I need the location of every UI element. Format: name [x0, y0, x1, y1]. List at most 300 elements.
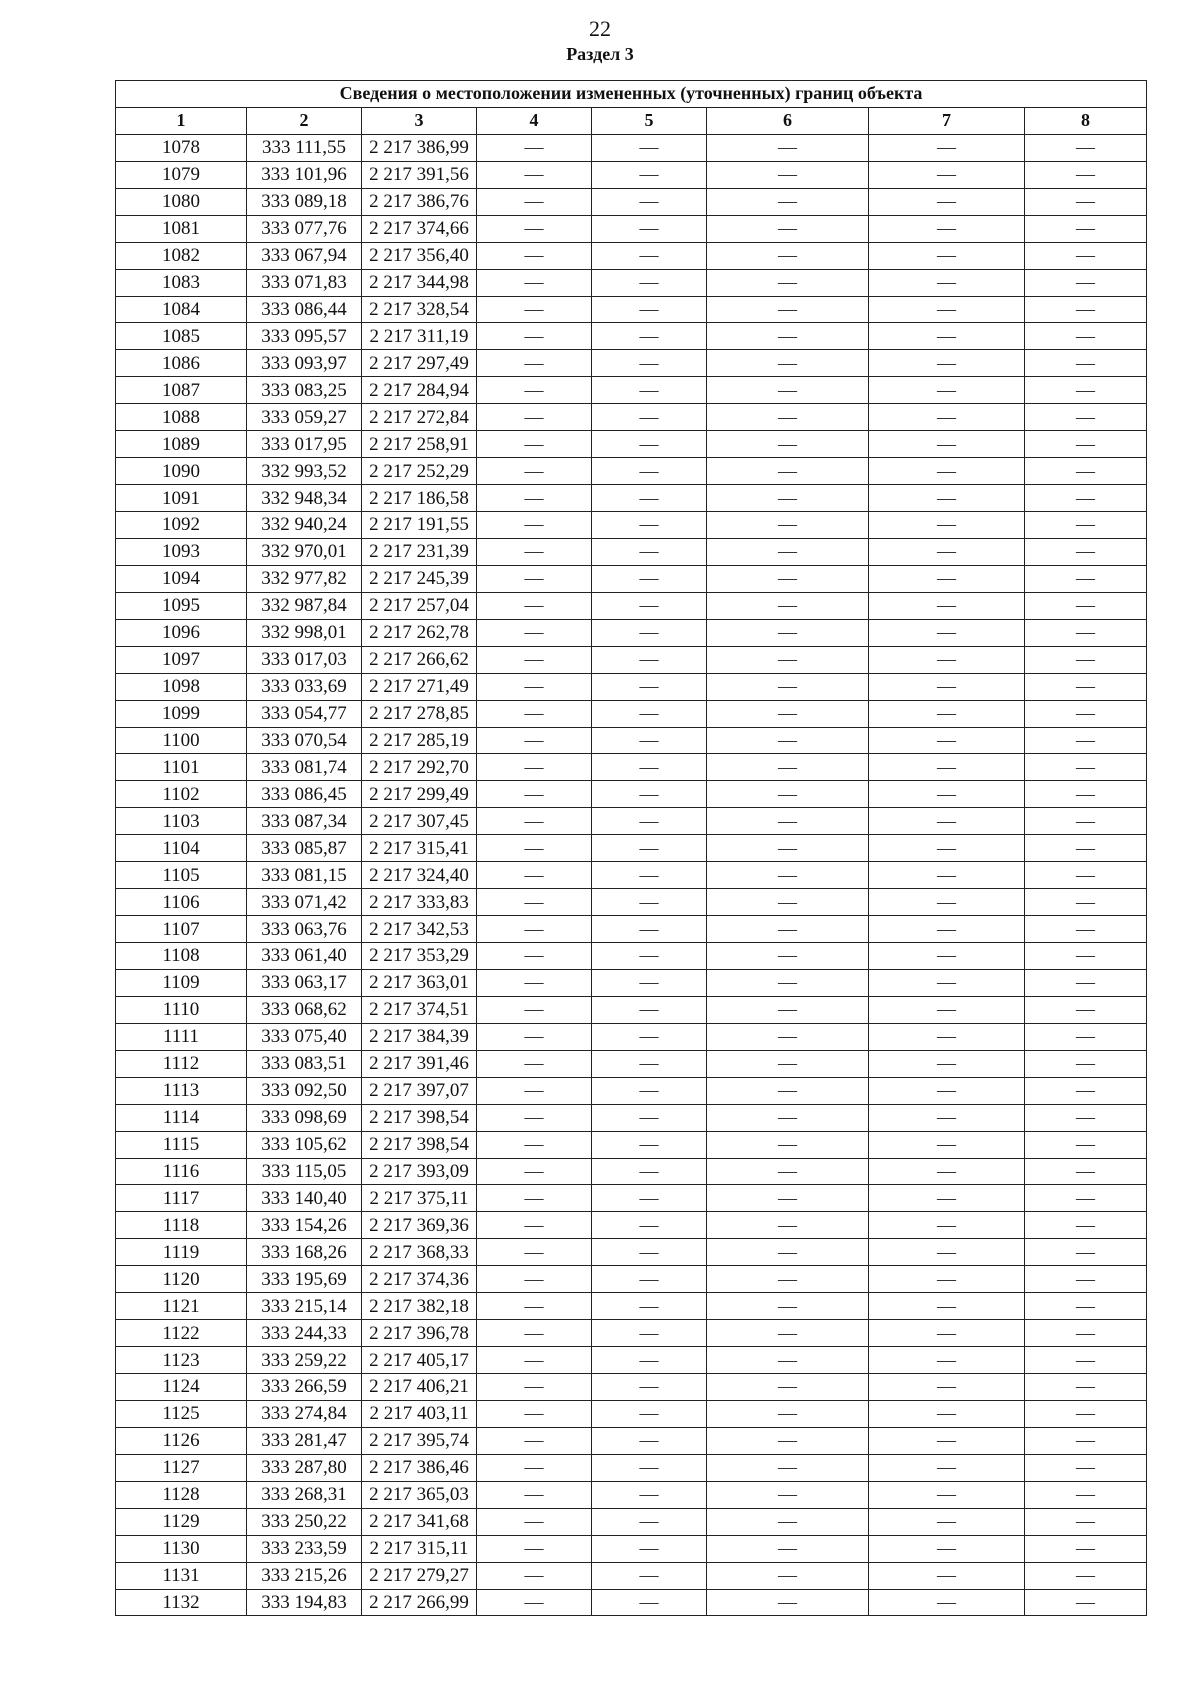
empty-value-cell: — — [869, 646, 1025, 673]
empty-value-cell: — — [869, 1050, 1025, 1077]
empty-value-cell: — — [707, 1104, 869, 1131]
point-number-cell: 1087 — [116, 377, 247, 404]
y-coordinate-cell: 2 217 395,74 — [362, 1427, 477, 1454]
empty-value-cell: — — [869, 1239, 1025, 1266]
table-row — [116, 727, 1147, 754]
empty-value-cell: — — [707, 188, 869, 215]
empty-value-cell: — — [707, 646, 869, 673]
x-coordinate-cell: 333 194,83 — [247, 1589, 362, 1616]
empty-value-cell: — — [592, 835, 707, 862]
empty-value-cell: — — [869, 1293, 1025, 1320]
empty-value-cell: — — [1025, 1293, 1147, 1320]
point-number-cell: 1102 — [116, 781, 247, 808]
empty-value-cell: — — [477, 1212, 592, 1239]
empty-value-cell: — — [477, 1347, 592, 1374]
empty-value-cell: — — [592, 1535, 707, 1562]
empty-value-cell: — — [869, 592, 1025, 619]
empty-value-cell: — — [477, 323, 592, 350]
empty-value-cell: — — [477, 700, 592, 727]
y-coordinate-cell: 2 217 405,17 — [362, 1347, 477, 1374]
empty-value-cell: — — [707, 269, 869, 296]
x-coordinate-cell: 333 215,14 — [247, 1293, 362, 1320]
empty-value-cell: — — [592, 1266, 707, 1293]
table-row — [116, 808, 1147, 835]
empty-value-cell: — — [477, 835, 592, 862]
x-coordinate-cell: 333 098,69 — [247, 1104, 362, 1131]
empty-value-cell: — — [707, 835, 869, 862]
y-coordinate-cell: 2 217 374,51 — [362, 996, 477, 1023]
empty-value-cell: — — [477, 862, 592, 889]
empty-value-cell: — — [869, 996, 1025, 1023]
table-row — [116, 404, 1147, 431]
table-row — [116, 1023, 1147, 1050]
table-row — [116, 1077, 1147, 1104]
empty-value-cell: — — [869, 1481, 1025, 1508]
table-row — [116, 512, 1147, 539]
table-row — [116, 943, 1147, 970]
empty-value-cell: — — [1025, 1400, 1147, 1427]
y-coordinate-cell: 2 217 398,54 — [362, 1131, 477, 1158]
empty-value-cell: — — [592, 1104, 707, 1131]
x-coordinate-cell: 333 140,40 — [247, 1185, 362, 1212]
y-coordinate-cell: 2 217 315,41 — [362, 835, 477, 862]
empty-value-cell: — — [1025, 754, 1147, 781]
column-header: 6 — [707, 107, 869, 134]
empty-value-cell: — — [1025, 1266, 1147, 1293]
empty-value-cell: — — [707, 754, 869, 781]
empty-value-cell: — — [1025, 835, 1147, 862]
empty-value-cell: — — [707, 969, 869, 996]
y-coordinate-cell: 2 217 391,56 — [362, 161, 477, 188]
point-number-cell: 1120 — [116, 1266, 247, 1293]
y-coordinate-cell: 2 217 307,45 — [362, 808, 477, 835]
table-row — [116, 1481, 1147, 1508]
table-row — [116, 1374, 1147, 1401]
empty-value-cell: — — [477, 916, 592, 943]
y-coordinate-cell: 2 217 231,39 — [362, 538, 477, 565]
empty-value-cell: — — [592, 323, 707, 350]
point-number-cell: 1099 — [116, 700, 247, 727]
empty-value-cell: — — [1025, 700, 1147, 727]
y-coordinate-cell: 2 217 285,19 — [362, 727, 477, 754]
empty-value-cell: — — [1025, 1104, 1147, 1131]
empty-value-cell: — — [592, 404, 707, 431]
table-row — [116, 350, 1147, 377]
empty-value-cell: — — [869, 377, 1025, 404]
table-row — [116, 1050, 1147, 1077]
empty-value-cell: — — [1025, 1454, 1147, 1481]
y-coordinate-cell: 2 217 363,01 — [362, 969, 477, 996]
empty-value-cell: — — [707, 1481, 869, 1508]
empty-value-cell: — — [1025, 1320, 1147, 1347]
empty-value-cell: — — [869, 835, 1025, 862]
empty-value-cell: — — [1025, 996, 1147, 1023]
x-coordinate-cell: 333 075,40 — [247, 1023, 362, 1050]
empty-value-cell: — — [869, 512, 1025, 539]
empty-value-cell: — — [477, 215, 592, 242]
x-coordinate-cell: 333 233,59 — [247, 1535, 362, 1562]
empty-value-cell: — — [477, 1158, 592, 1185]
empty-value-cell: — — [1025, 646, 1147, 673]
table-row — [116, 862, 1147, 889]
table-row — [116, 1239, 1147, 1266]
point-number-cell: 1117 — [116, 1185, 247, 1212]
empty-value-cell: — — [477, 754, 592, 781]
empty-value-cell: — — [707, 323, 869, 350]
empty-value-cell: — — [1025, 1535, 1147, 1562]
empty-value-cell: — — [1025, 404, 1147, 431]
empty-value-cell: — — [592, 1562, 707, 1589]
empty-value-cell: — — [869, 1347, 1025, 1374]
empty-value-cell: — — [1025, 1077, 1147, 1104]
empty-value-cell: — — [477, 1077, 592, 1104]
empty-value-cell: — — [592, 1589, 707, 1616]
empty-value-cell: — — [707, 296, 869, 323]
empty-value-cell: — — [477, 134, 592, 161]
empty-value-cell: — — [592, 781, 707, 808]
point-number-cell: 1093 — [116, 538, 247, 565]
empty-value-cell: — — [592, 1320, 707, 1347]
empty-value-cell: — — [592, 1239, 707, 1266]
table-row — [116, 781, 1147, 808]
table-row — [116, 700, 1147, 727]
empty-value-cell: — — [477, 1454, 592, 1481]
y-coordinate-cell: 2 217 324,40 — [362, 862, 477, 889]
empty-value-cell: — — [1025, 808, 1147, 835]
empty-value-cell: — — [707, 1185, 869, 1212]
empty-value-cell: — — [707, 215, 869, 242]
empty-value-cell: — — [477, 161, 592, 188]
empty-value-cell: — — [869, 1212, 1025, 1239]
y-coordinate-cell: 2 217 297,49 — [362, 350, 477, 377]
empty-value-cell: — — [1025, 215, 1147, 242]
y-coordinate-cell: 2 217 333,83 — [362, 889, 477, 916]
empty-value-cell: — — [869, 1427, 1025, 1454]
empty-value-cell: — — [477, 943, 592, 970]
empty-value-cell: — — [1025, 565, 1147, 592]
column-header: 3 — [362, 107, 477, 134]
x-coordinate-cell: 333 259,22 — [247, 1347, 362, 1374]
table-row — [116, 1212, 1147, 1239]
empty-value-cell: — — [477, 1023, 592, 1050]
empty-value-cell: — — [477, 485, 592, 512]
empty-value-cell: — — [592, 269, 707, 296]
y-coordinate-cell: 2 217 386,76 — [362, 188, 477, 215]
empty-value-cell: — — [592, 916, 707, 943]
table-row — [116, 889, 1147, 916]
y-coordinate-cell: 2 217 374,66 — [362, 215, 477, 242]
point-number-cell: 1113 — [116, 1077, 247, 1104]
y-coordinate-cell: 2 217 266,62 — [362, 646, 477, 673]
x-coordinate-cell: 333 077,76 — [247, 215, 362, 242]
x-coordinate-cell: 332 998,01 — [247, 619, 362, 646]
point-number-cell: 1129 — [116, 1508, 247, 1535]
empty-value-cell: — — [477, 458, 592, 485]
empty-value-cell: — — [1025, 458, 1147, 485]
y-coordinate-cell: 2 217 266,99 — [362, 1589, 477, 1616]
empty-value-cell: — — [1025, 1185, 1147, 1212]
table-row — [116, 377, 1147, 404]
empty-value-cell: — — [869, 1077, 1025, 1104]
point-number-cell: 1088 — [116, 404, 247, 431]
empty-value-cell: — — [1025, 916, 1147, 943]
empty-value-cell: — — [1025, 727, 1147, 754]
x-coordinate-cell: 333 095,57 — [247, 323, 362, 350]
column-header: 1 — [116, 107, 247, 134]
table-row — [116, 619, 1147, 646]
x-coordinate-cell: 333 266,59 — [247, 1374, 362, 1401]
empty-value-cell: — — [869, 485, 1025, 512]
x-coordinate-cell: 333 017,03 — [247, 646, 362, 673]
x-coordinate-cell: 333 268,31 — [247, 1481, 362, 1508]
table-row — [116, 431, 1147, 458]
empty-value-cell: — — [477, 1050, 592, 1077]
point-number-cell: 1083 — [116, 269, 247, 296]
y-coordinate-cell: 2 217 315,11 — [362, 1535, 477, 1562]
empty-value-cell: — — [1025, 134, 1147, 161]
empty-value-cell: — — [477, 431, 592, 458]
y-coordinate-cell: 2 217 406,21 — [362, 1374, 477, 1401]
table-row — [116, 1266, 1147, 1293]
x-coordinate-cell: 333 068,62 — [247, 996, 362, 1023]
empty-value-cell: — — [869, 404, 1025, 431]
y-coordinate-cell: 2 217 341,68 — [362, 1508, 477, 1535]
empty-value-cell: — — [592, 808, 707, 835]
empty-value-cell: — — [1025, 1427, 1147, 1454]
point-number-cell: 1108 — [116, 943, 247, 970]
empty-value-cell: — — [869, 619, 1025, 646]
empty-value-cell: — — [707, 1562, 869, 1589]
point-number-cell: 1104 — [116, 835, 247, 862]
y-coordinate-cell: 2 217 397,07 — [362, 1077, 477, 1104]
point-number-cell: 1121 — [116, 1293, 247, 1320]
y-coordinate-cell: 2 217 396,78 — [362, 1320, 477, 1347]
empty-value-cell: — — [477, 1508, 592, 1535]
empty-value-cell: — — [592, 1158, 707, 1185]
empty-value-cell: — — [869, 1266, 1025, 1293]
table-row — [116, 1589, 1147, 1616]
empty-value-cell: — — [869, 1104, 1025, 1131]
empty-value-cell: — — [592, 215, 707, 242]
table-row — [116, 565, 1147, 592]
point-number-cell: 1122 — [116, 1320, 247, 1347]
point-number-cell: 1125 — [116, 1400, 247, 1427]
table-row — [116, 1104, 1147, 1131]
point-number-cell: 1126 — [116, 1427, 247, 1454]
empty-value-cell: — — [592, 1077, 707, 1104]
empty-value-cell: — — [869, 1589, 1025, 1616]
x-coordinate-cell: 333 105,62 — [247, 1131, 362, 1158]
y-coordinate-cell: 2 217 393,09 — [362, 1158, 477, 1185]
point-number-cell: 1124 — [116, 1374, 247, 1401]
empty-value-cell: — — [1025, 619, 1147, 646]
empty-value-cell: — — [707, 431, 869, 458]
y-coordinate-cell: 2 217 299,49 — [362, 781, 477, 808]
y-coordinate-cell: 2 217 369,36 — [362, 1212, 477, 1239]
x-coordinate-cell: 333 086,45 — [247, 781, 362, 808]
point-number-cell: 1097 — [116, 646, 247, 673]
empty-value-cell: — — [1025, 969, 1147, 996]
empty-value-cell: — — [1025, 538, 1147, 565]
empty-value-cell: — — [592, 377, 707, 404]
empty-value-cell: — — [477, 781, 592, 808]
empty-value-cell: — — [869, 269, 1025, 296]
empty-value-cell: — — [592, 296, 707, 323]
empty-value-cell: — — [477, 727, 592, 754]
empty-value-cell: — — [1025, 862, 1147, 889]
empty-value-cell: — — [869, 188, 1025, 215]
point-number-cell: 1110 — [116, 996, 247, 1023]
point-number-cell: 1130 — [116, 1535, 247, 1562]
empty-value-cell: — — [707, 1508, 869, 1535]
empty-value-cell: — — [592, 943, 707, 970]
empty-value-cell: — — [1025, 296, 1147, 323]
empty-value-cell: — — [1025, 1481, 1147, 1508]
empty-value-cell: — — [1025, 1158, 1147, 1185]
empty-value-cell: — — [1025, 1131, 1147, 1158]
empty-value-cell: — — [477, 1266, 592, 1293]
empty-value-cell: — — [869, 565, 1025, 592]
point-number-cell: 1116 — [116, 1158, 247, 1185]
empty-value-cell: — — [707, 1212, 869, 1239]
empty-value-cell: — — [477, 242, 592, 269]
x-coordinate-cell: 333 115,05 — [247, 1158, 362, 1185]
y-coordinate-cell: 2 217 384,39 — [362, 1023, 477, 1050]
empty-value-cell: — — [869, 1185, 1025, 1212]
point-number-cell: 1118 — [116, 1212, 247, 1239]
empty-value-cell: — — [707, 592, 869, 619]
x-coordinate-cell: 333 195,69 — [247, 1266, 362, 1293]
empty-value-cell: — — [592, 700, 707, 727]
empty-value-cell: — — [592, 1347, 707, 1374]
table-row — [116, 1158, 1147, 1185]
empty-value-cell: — — [1025, 1562, 1147, 1589]
empty-value-cell: — — [707, 161, 869, 188]
empty-value-cell: — — [869, 431, 1025, 458]
empty-value-cell: — — [477, 1481, 592, 1508]
table-row — [116, 242, 1147, 269]
empty-value-cell: — — [1025, 1050, 1147, 1077]
empty-value-cell: — — [477, 1320, 592, 1347]
empty-value-cell: — — [477, 1562, 592, 1589]
empty-value-cell: — — [869, 781, 1025, 808]
y-coordinate-cell: 2 217 252,29 — [362, 458, 477, 485]
empty-value-cell: — — [707, 350, 869, 377]
table-caption-row — [116, 81, 1147, 108]
empty-value-cell: — — [869, 727, 1025, 754]
empty-value-cell: — — [592, 889, 707, 916]
empty-value-cell: — — [869, 862, 1025, 889]
point-number-cell: 1089 — [116, 431, 247, 458]
empty-value-cell: — — [477, 296, 592, 323]
x-coordinate-cell: 333 070,54 — [247, 727, 362, 754]
table-row — [116, 1508, 1147, 1535]
empty-value-cell: — — [869, 754, 1025, 781]
empty-value-cell: — — [592, 727, 707, 754]
empty-value-cell: — — [477, 1589, 592, 1616]
empty-value-cell: — — [1025, 269, 1147, 296]
point-number-cell: 1078 — [116, 134, 247, 161]
empty-value-cell: — — [477, 592, 592, 619]
point-number-cell: 1082 — [116, 242, 247, 269]
table-row — [116, 161, 1147, 188]
empty-value-cell: — — [707, 1239, 869, 1266]
x-coordinate-cell: 333 081,15 — [247, 862, 362, 889]
empty-value-cell: — — [707, 1131, 869, 1158]
empty-value-cell: — — [707, 512, 869, 539]
point-number-cell: 1081 — [116, 215, 247, 242]
empty-value-cell: — — [477, 1400, 592, 1427]
y-coordinate-cell: 2 217 284,94 — [362, 377, 477, 404]
y-coordinate-cell: 2 217 398,54 — [362, 1104, 477, 1131]
point-number-cell: 1103 — [116, 808, 247, 835]
x-coordinate-cell: 333 071,42 — [247, 889, 362, 916]
point-number-cell: 1128 — [116, 1481, 247, 1508]
empty-value-cell: — — [592, 1454, 707, 1481]
empty-value-cell: — — [592, 1023, 707, 1050]
empty-value-cell: — — [869, 1023, 1025, 1050]
y-coordinate-cell: 2 217 279,27 — [362, 1562, 477, 1589]
x-coordinate-cell: 332 987,84 — [247, 592, 362, 619]
empty-value-cell: — — [592, 1050, 707, 1077]
empty-value-cell: — — [477, 565, 592, 592]
x-coordinate-cell: 332 948,34 — [247, 485, 362, 512]
empty-value-cell: — — [1025, 1374, 1147, 1401]
y-coordinate-cell: 2 217 403,11 — [362, 1400, 477, 1427]
x-coordinate-cell: 333 067,94 — [247, 242, 362, 269]
table-row — [116, 1454, 1147, 1481]
x-coordinate-cell: 333 168,26 — [247, 1239, 362, 1266]
empty-value-cell: — — [869, 1535, 1025, 1562]
empty-value-cell: — — [707, 1535, 869, 1562]
table-row — [116, 754, 1147, 781]
empty-value-cell: — — [707, 996, 869, 1023]
empty-value-cell: — — [1025, 673, 1147, 700]
empty-value-cell: — — [592, 646, 707, 673]
empty-value-cell: — — [477, 350, 592, 377]
y-coordinate-cell: 2 217 292,70 — [362, 754, 477, 781]
empty-value-cell: — — [869, 538, 1025, 565]
x-coordinate-cell: 333 087,34 — [247, 808, 362, 835]
table-body — [116, 134, 1147, 1616]
empty-value-cell: — — [1025, 592, 1147, 619]
empty-value-cell: — — [707, 727, 869, 754]
table-row — [116, 1320, 1147, 1347]
empty-value-cell: — — [1025, 161, 1147, 188]
table-row — [116, 458, 1147, 485]
empty-value-cell: — — [477, 1185, 592, 1212]
point-number-cell: 1095 — [116, 592, 247, 619]
empty-value-cell: — — [869, 1454, 1025, 1481]
empty-value-cell: — — [592, 673, 707, 700]
point-number-cell: 1115 — [116, 1131, 247, 1158]
empty-value-cell: — — [592, 512, 707, 539]
point-number-cell: 1080 — [116, 188, 247, 215]
x-coordinate-cell: 333 154,26 — [247, 1212, 362, 1239]
point-number-cell: 1079 — [116, 161, 247, 188]
empty-value-cell: — — [869, 969, 1025, 996]
table-row — [116, 1131, 1147, 1158]
empty-value-cell: — — [869, 700, 1025, 727]
y-coordinate-cell: 2 217 258,91 — [362, 431, 477, 458]
y-coordinate-cell: 2 217 374,36 — [362, 1266, 477, 1293]
column-header: 5 — [592, 107, 707, 134]
empty-value-cell: — — [1025, 1239, 1147, 1266]
point-number-cell: 1107 — [116, 916, 247, 943]
empty-value-cell: — — [1025, 943, 1147, 970]
empty-value-cell: — — [707, 1293, 869, 1320]
empty-value-cell: — — [869, 1374, 1025, 1401]
